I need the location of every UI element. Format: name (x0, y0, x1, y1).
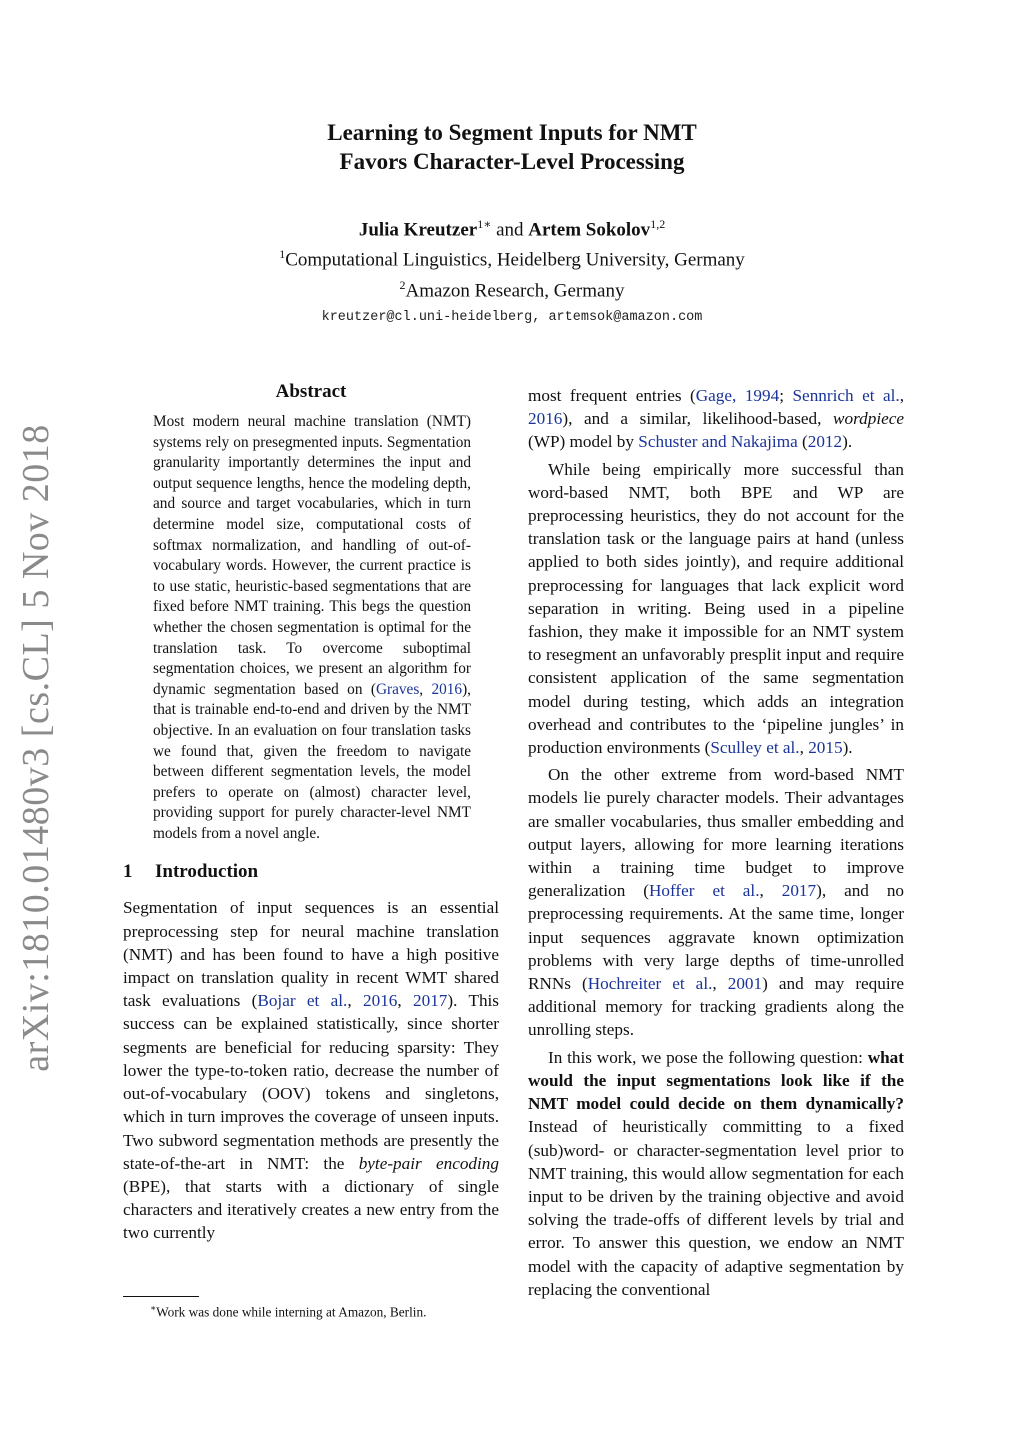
author-block (0, 212, 1024, 329)
cite-hoffer-link[interactable]: Hoffer et al. (649, 881, 760, 901)
right-p4-text-b: Instead of heuristically committing to a fixed (sub)word- or character-segmentation level prior to NMT training, this would allow segmentation for each input to be driven by the training objective and avoid solving the trade-offs of different levels by trial and error. To answer this question, we endow an NMT model with the capacity of adaptive segmentation by replacing the conventional (528, 1117, 904, 1299)
cite-sculley-link[interactable]: Sculley et al. (710, 738, 800, 758)
abstract-heading: Abstract (275, 381, 347, 402)
cite-sculley-year-link[interactable]: 2015 (808, 738, 843, 758)
title-line-1: Learning to Segment Inputs for NMT (327, 120, 697, 145)
footnote-mark: ∗ (150, 1303, 157, 1313)
left-column (123, 380, 499, 1245)
footnote-text: Work was done while interning at Amazon, Berlin. (156, 1304, 427, 1320)
right-p2-text-b: ). (842, 738, 853, 758)
right-p1-text-a: most frequent entries ( (528, 386, 696, 405)
right-p1-text-b: ), and a similar, likelihood-based, (562, 409, 834, 429)
author-2-name: Artem Sokolov (528, 219, 651, 241)
right-p1-sep-2: , (899, 386, 905, 405)
section-number: 1 (123, 861, 133, 883)
cite-bojar-2017-link[interactable]: 2017 (413, 991, 448, 1011)
right-p3-sep-1: , (759, 881, 782, 901)
wordpiece-term: wordpiece (833, 409, 904, 429)
paper-title (0, 118, 1024, 176)
affiliation-2 (0, 273, 1024, 303)
author-and: and (491, 219, 529, 241)
cite-bojar-2016-link[interactable]: 2016 (363, 991, 398, 1011)
affiliation-1-text: Computational Linguistics, Heidelberg University, Germany (285, 249, 745, 271)
intro-p1-text-a: Segmentation of input sequences is an essential preprocessing step for neural machine translation (NMT) and has been found to have a high positive impact on translation quality in recent WMT shared task evaluations ( (123, 898, 499, 1011)
right-paragraph-3 (528, 763, 904, 1041)
cite-gage-link[interactable]: Gage, 1994 (695, 386, 780, 405)
title-line-2: Favors Character-Level Processing (339, 149, 685, 174)
cite-schuster-link[interactable]: Schuster and Nakajima (638, 432, 798, 452)
abstract-text-b: ), that is trainable end-to-end and driven by the NMT objective. In an evaluation on four translation tasks we found that, given the freedom to navigate between different segmentation levels, the model prefers to operate on (almost) character level, providing support for purely character-level NMT models from a novel angle. (153, 680, 471, 842)
footnote-divider (123, 1296, 199, 1297)
cite-sennrich-year-link[interactable]: 2016 (528, 409, 563, 429)
right-p2-sep: , (799, 738, 809, 758)
author-2-sup: 1,2 (650, 217, 666, 231)
right-p1-sep-1: ; (779, 386, 793, 405)
right-paragraph-2 (528, 458, 904, 760)
affiliation-1-sup: 1 (279, 247, 286, 262)
right-p4-text-a: In this work, we pose the following question: (548, 1047, 868, 1067)
right-p1-text-c: (WP) model by (528, 432, 639, 452)
author-1-name: Julia Kreutzer (358, 219, 478, 241)
author-emails: kreutzer@cl.uni-heidelberg, artemsok@amazon.com (321, 309, 703, 325)
intro-paragraph-1 (123, 896, 499, 1244)
right-p1-text-d: ( (797, 432, 808, 452)
affiliation-2-sup: 2 (399, 277, 406, 292)
section-title: Introduction (155, 861, 259, 883)
affiliation-1 (0, 242, 1024, 272)
bpe-term: byte-pair encoding (358, 1153, 499, 1173)
right-p3-text-c: ) and may require additional memory for tracking gradients along the unrolling steps. (528, 974, 904, 1040)
cite-schuster-year-link[interactable]: 2012 (807, 432, 843, 452)
cite-sennrich-link[interactable]: Sennrich et al. (792, 386, 900, 405)
intro-p1-sep-2: , (397, 991, 414, 1011)
cite-hoffer-year-link[interactable]: 2017 (781, 881, 817, 901)
cite-hochreiter-link[interactable]: Hochreiter et al. (587, 974, 713, 994)
abstract-cite-sep: , (419, 680, 432, 698)
arxiv-identifier-stamp (14, 424, 58, 1072)
affiliation-2-text: Amazon Research, Germany (405, 279, 625, 301)
cite-graves-link[interactable]: Graves (375, 680, 420, 698)
intro-p1-text-c: (BPE), that starts with a dictionary of single characters and iteratively creates a new entry from the two currently (123, 1176, 499, 1243)
cite-graves-year-link[interactable]: 2016 (431, 680, 463, 698)
cite-bojar-link[interactable]: Bojar et al. (257, 991, 348, 1011)
abstract-text (153, 412, 471, 844)
right-p2-text-a: While being empirically more successful than word-based NMT, both BPE and WP are preprocessing heuristics, they do not account for the translation task or the language pairs at hand (unless applied to both sides jointly), and require additional preprocessing for languages that lack explicit word separation in writing. Being used in a pipeline fashion, they make it impossible for an NMT system to resegment an unfavorably presplit input and require consistent application of the same segmentation model during testing, which adds an integration overhead and contributes to the ‘pipeline jungles’ in production environments ( (528, 459, 904, 758)
abstract-text-a: Most modern neural machine translation (NMT) systems rely on presegmented inputs. Segmentation granularity importantly determines the input and output sequence lengths, hence the modeling depth, and source and target vocabularies, which in turn determine model size, computational costs of softmax normalization, and handling of out-of-vocabulary words. However, the current practice is to use static, heuristic-based segmentations that are fixed before NMT training. This begs the question whether the chosen segmentation is optimal for the translation task. To overcome suboptimal segmentation choices, we present an algorithm for dynamic segmentation based on ( (153, 413, 471, 698)
research-question: what would the input segmentations look like if the NMT model could decide on them dynamically? (528, 1047, 904, 1114)
cite-hochreiter-year-link[interactable]: 2001 (727, 974, 763, 994)
author-names (0, 212, 1024, 242)
right-paragraph-4 (528, 1046, 904, 1301)
section-heading-introduction (123, 860, 499, 884)
intro-p1-text-b: ). This success can be explained statistically, since shorter segments are beneficial for reducing sparsity: They lower the type-to-token ratio, decrease the number of out-of-vocabulary (OOV) tokens and singletons, which in turn improves the coverage of unseen inputs. Two subword segmentation methods are presently the state-of-the-art in NMT: the (123, 991, 499, 1173)
author-1-sup: 1∗ (477, 217, 492, 231)
right-paragraph-1 (528, 384, 904, 454)
intro-p1-sep-1: , (347, 991, 363, 1011)
right-p1-text-e: ). (842, 432, 853, 452)
right-p3-text-b: ), and no preprocessing requirements. At the same time, longer input sequences aggravate known optimization problems with very large depths of time-unrolled RNNs ( (528, 881, 905, 994)
arxiv-stamp-text: arXiv:1810.01480v3 [cs.CL] 5 Nov 2018 (15, 424, 58, 1072)
footnote (150, 1299, 426, 1321)
right-p3-sep-2: , (712, 974, 728, 994)
right-column (528, 384, 904, 1301)
right-p3-text-a: On the other extreme from word-based NMT models lie purely character models. Their advantages are smaller vocabularies, thus smaller embedding and output layers, allowing for more learning iterations within a training time budget to improve generalization ( (528, 765, 904, 901)
